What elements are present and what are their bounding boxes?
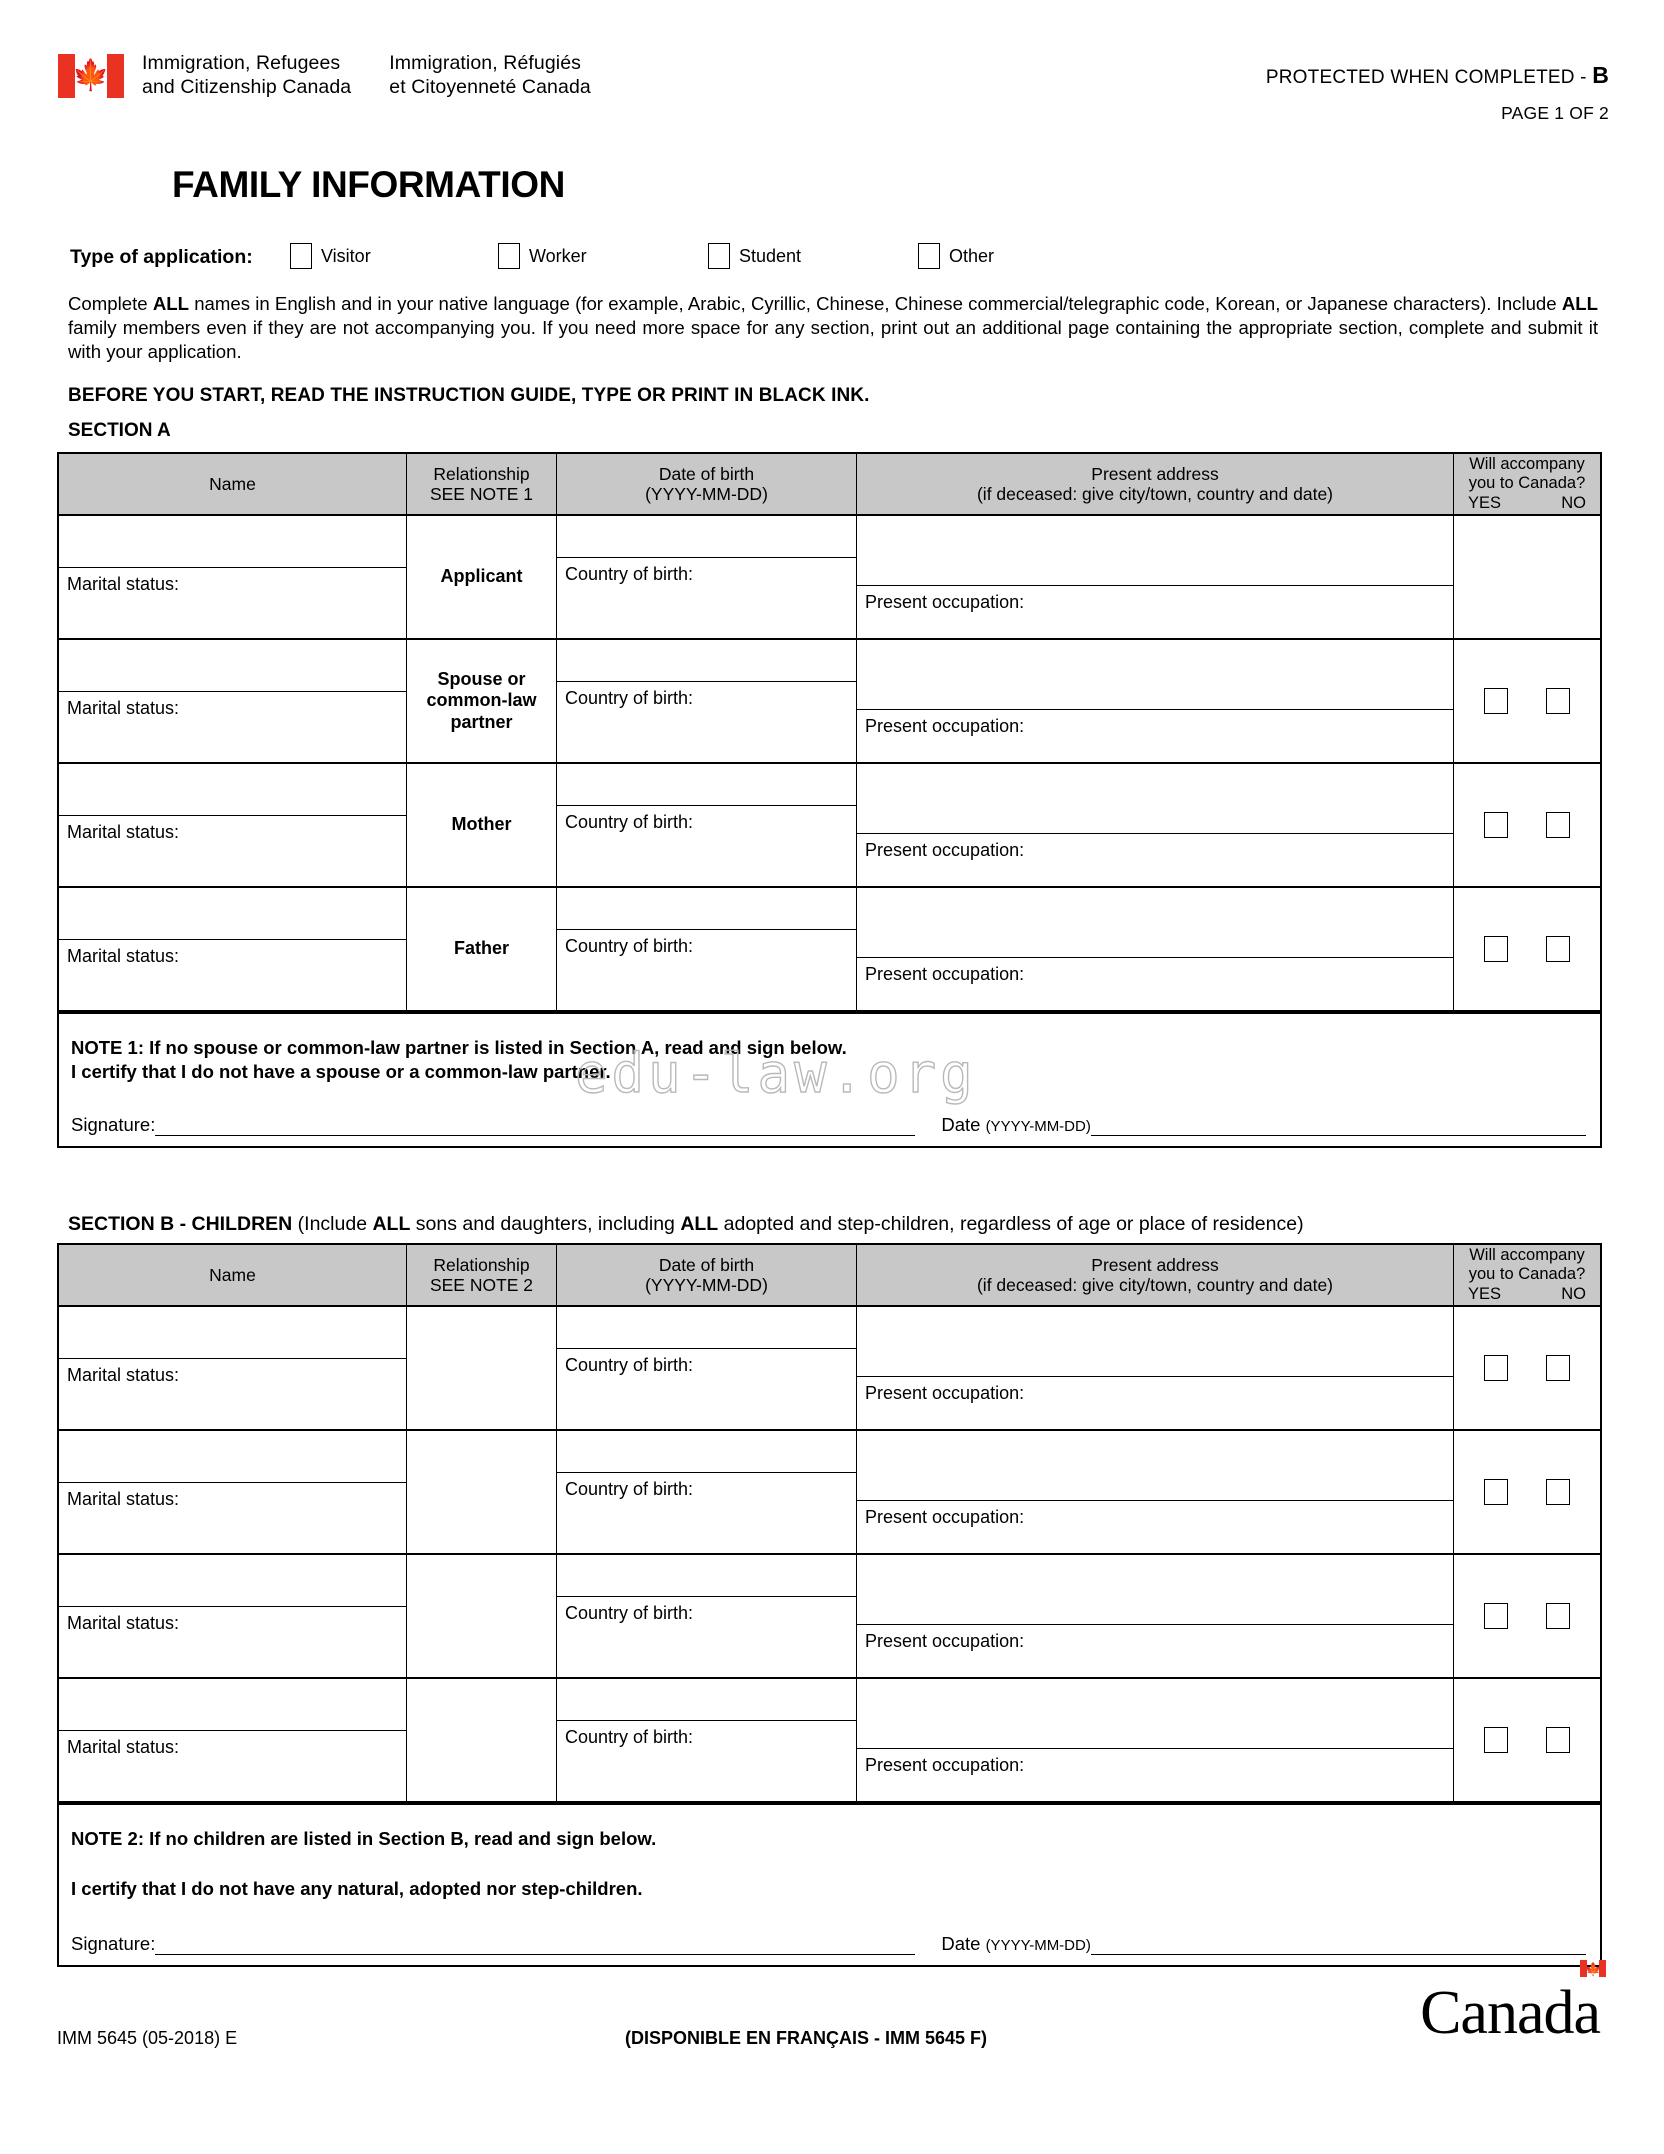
cell-dob[interactable]	[557, 888, 857, 1010]
name-entry-area[interactable]	[59, 1555, 406, 1607]
dob-entry-area[interactable]	[557, 1679, 856, 1721]
department-name-en	[142, 52, 351, 100]
cell-accompany	[1454, 1307, 1600, 1429]
marital-status-field[interactable]: Marital status:	[67, 822, 180, 842]
cell-relationship	[407, 888, 557, 1010]
cell-dob[interactable]	[557, 516, 857, 638]
present-occupation-field[interactable]: Present occupation:	[865, 964, 1025, 984]
col-acc-no: NO	[1561, 1284, 1586, 1303]
cell-relationship[interactable]	[407, 1555, 557, 1677]
cell-name[interactable]	[59, 1307, 407, 1429]
instr-part1: Complete	[68, 293, 153, 314]
signature-label: Signature:	[71, 1933, 156, 1955]
cell-accompany	[1454, 516, 1600, 638]
cell-accompany	[1454, 1555, 1600, 1677]
checkbox-other[interactable]	[918, 243, 940, 269]
present-occupation-field[interactable]: Present occupation:	[865, 1631, 1025, 1651]
col-dob-line2: (YYYY-MM-DD)	[645, 484, 768, 504]
address-entry-area[interactable]	[857, 640, 1453, 710]
checkbox-accompany-no[interactable]	[1546, 812, 1570, 838]
col-rel-line2: SEE NOTE 1	[429, 484, 534, 504]
table-row	[59, 888, 1600, 1012]
cell-relationship[interactable]	[407, 1679, 557, 1801]
col-acc-line2: you to Canada?	[1468, 473, 1586, 492]
dob-entry-area[interactable]	[557, 1307, 856, 1349]
application-type-student[interactable]	[708, 243, 801, 269]
note-2-line2: I certify that I do not have any natural, adopted nor step-children.	[71, 1878, 643, 1900]
cell-name[interactable]	[59, 1431, 407, 1553]
cell-dob[interactable]	[557, 764, 857, 886]
instructions-paragraph	[68, 292, 1598, 365]
col-dob-line1: Date of birth	[658, 463, 755, 484]
cell-dob[interactable]	[557, 1555, 857, 1677]
relationship-label-2: common-law	[426, 690, 537, 711]
checkbox-accompany-no[interactable]	[1546, 1479, 1570, 1505]
department-en-line1: Immigration, Refugees	[142, 52, 341, 74]
relationship-label: Applicant	[440, 566, 523, 587]
table-row	[59, 1679, 1600, 1803]
cell-address[interactable]	[857, 1555, 1454, 1677]
signature-label: Signature:	[71, 1114, 156, 1136]
checkbox-accompany-no[interactable]	[1546, 688, 1570, 714]
col-header-address	[857, 454, 1454, 514]
checkbox-accompany-yes[interactable]	[1484, 1603, 1508, 1629]
country-of-birth-field[interactable]: Country of birth:	[565, 1355, 694, 1375]
application-type-label: Type of application:	[70, 246, 253, 268]
cell-relationship[interactable]	[407, 1431, 557, 1553]
country-of-birth-field[interactable]: Country of birth:	[565, 1727, 694, 1747]
dob-entry-area[interactable]	[557, 764, 856, 806]
cell-accompany	[1454, 764, 1600, 886]
col-acc-no: NO	[1561, 493, 1586, 512]
label-worker: Worker	[529, 245, 587, 266]
relationship-label: Father	[453, 938, 509, 959]
checkbox-student[interactable]	[708, 243, 730, 269]
name-entry-area[interactable]	[59, 1431, 406, 1483]
note-2-block	[59, 1803, 1600, 1965]
section-a-table-header	[59, 454, 1600, 516]
cell-address[interactable]	[857, 1307, 1454, 1429]
page-footer	[0, 1961, 1664, 2120]
date-input[interactable]	[1091, 1935, 1586, 1955]
checkbox-accompany-yes[interactable]	[1484, 1479, 1508, 1505]
date-label: Date (YYYY-MM-DD)	[941, 1114, 1091, 1136]
col-header-name: Name	[59, 1245, 407, 1305]
page-title: FAMILY INFORMATION	[172, 164, 565, 205]
cell-relationship	[407, 516, 557, 638]
application-type-worker[interactable]	[498, 243, 587, 269]
col-header-dob	[557, 454, 857, 514]
note-2-signature-row	[59, 1933, 1600, 1965]
cell-address[interactable]	[857, 1431, 1454, 1553]
dob-entry-area[interactable]	[557, 516, 856, 558]
protected-label: PROTECTED WHEN COMPLETED -	[1265, 67, 1593, 88]
cell-name[interactable]	[59, 1555, 407, 1677]
cell-dob[interactable]	[557, 640, 857, 762]
relationship-label: Mother	[451, 814, 512, 835]
checkbox-accompany-yes[interactable]	[1484, 812, 1508, 838]
application-type-visitor[interactable]	[290, 243, 371, 269]
present-occupation-field[interactable]: Present occupation:	[865, 1383, 1025, 1403]
department-fr-line1: Immigration, Réfugiés	[389, 52, 582, 74]
country-of-birth-field[interactable]: Country of birth:	[565, 1479, 694, 1499]
table-row	[59, 764, 1600, 888]
page-number: PAGE 1 OF 2	[1501, 103, 1609, 123]
note-1-block	[59, 1012, 1600, 1146]
cell-relationship	[407, 640, 557, 762]
dob-entry-area[interactable]	[557, 888, 856, 930]
section-a-heading: SECTION A	[68, 420, 171, 441]
note-1-line2: I certify that I do not have a spouse or a common-law partner.	[71, 1061, 611, 1083]
canada-wordmark	[1420, 1961, 1606, 2047]
signature-input[interactable]	[155, 1935, 915, 1955]
department-en-line2: and Citizenship Canada	[142, 75, 352, 98]
label-other: Other	[949, 245, 995, 266]
name-entry-area[interactable]	[59, 764, 406, 816]
table-row	[59, 640, 1600, 764]
dob-entry-area[interactable]	[557, 640, 856, 682]
marital-status-field[interactable]: Marital status:	[67, 1489, 180, 1509]
cell-accompany	[1454, 888, 1600, 1010]
col-acc-line1: Will accompany	[1469, 1245, 1585, 1264]
country-of-birth-field[interactable]: Country of birth:	[565, 1603, 694, 1623]
cell-name[interactable]	[59, 516, 407, 638]
department-fr-line2: et Citoyenneté Canada	[389, 75, 591, 98]
instr-part3: family members even if they are not accompanying you. If you need more space for any section, print out an additional page containing the appropriate section, complete and submit it with your application.	[68, 317, 1598, 363]
checkbox-accompany-no[interactable]	[1546, 1727, 1570, 1753]
marital-status-field[interactable]: Marital status:	[67, 1365, 180, 1385]
address-entry-area[interactable]	[857, 888, 1453, 958]
instr-bold1: ALL	[152, 293, 189, 314]
col-acc-yes: YES	[1468, 1284, 1502, 1303]
col-header-accompany	[1454, 454, 1600, 514]
date-label: Date (YYYY-MM-DD)	[941, 1933, 1091, 1955]
address-entry-area[interactable]	[857, 516, 1453, 586]
name-entry-area[interactable]	[59, 888, 406, 940]
marital-status-field[interactable]: Marital status:	[67, 1613, 180, 1633]
label-student: Student	[739, 245, 802, 266]
cell-address[interactable]	[857, 888, 1454, 1010]
cell-address[interactable]	[857, 764, 1454, 886]
section-b-table-header	[59, 1245, 1600, 1307]
address-entry-area[interactable]	[857, 1307, 1453, 1377]
present-occupation-field[interactable]: Present occupation:	[865, 1755, 1025, 1775]
french-version-note: (DISPONIBLE EN FRANÇAIS - IMM 5645 F)	[625, 2028, 988, 2048]
name-entry-area[interactable]	[59, 640, 406, 692]
canada-wordmark-text: Canada	[1420, 1979, 1600, 2047]
country-of-birth-field[interactable]: Country of birth:	[565, 564, 694, 584]
marital-status-field[interactable]: Marital status:	[67, 1737, 180, 1757]
dob-entry-area[interactable]	[557, 1431, 856, 1473]
col-header-name: Name	[59, 454, 407, 514]
col-addr-line2: (if deceased: give city/town, country and date)	[976, 1275, 1334, 1295]
section-b-table	[57, 1243, 1602, 1967]
note-1-line1: NOTE 1: If no spouse or common-law partner is listed in Section A, read and sign below.	[71, 1037, 847, 1058]
name-entry-area[interactable]	[59, 1307, 406, 1359]
canada-flag-icon: 🍁	[58, 54, 124, 98]
cell-relationship	[407, 764, 557, 886]
col-header-accompany	[1454, 1245, 1600, 1305]
label-visitor: Visitor	[321, 245, 371, 266]
country-of-birth-field[interactable]: Country of birth:	[565, 812, 694, 832]
col-header-relationship	[407, 454, 557, 514]
cell-address[interactable]	[857, 1679, 1454, 1801]
col-rel-line2: SEE NOTE 2	[429, 1275, 534, 1295]
department-name-fr	[389, 52, 591, 100]
country-of-birth-field[interactable]: Country of birth:	[565, 688, 694, 708]
checkbox-accompany-no[interactable]	[1546, 1603, 1570, 1629]
cell-name[interactable]	[59, 640, 407, 762]
dob-entry-area[interactable]	[557, 1555, 856, 1597]
table-row	[59, 1431, 1600, 1555]
table-row	[59, 1555, 1600, 1679]
department-names	[142, 52, 591, 100]
checkbox-accompany-yes[interactable]	[1484, 688, 1508, 714]
checkbox-worker[interactable]	[498, 243, 520, 269]
cell-dob[interactable]	[557, 1307, 857, 1429]
col-addr-line1: Present address	[1091, 1254, 1219, 1275]
government-wordmark	[58, 52, 591, 100]
instr-bold2: ALL	[1561, 293, 1598, 314]
col-addr-line2: (if deceased: give city/town, country and date)	[976, 484, 1334, 504]
relationship-label-3: partner	[450, 711, 513, 732]
col-header-relationship	[407, 1245, 557, 1305]
cell-accompany	[1454, 1679, 1600, 1801]
cell-relationship[interactable]	[407, 1307, 557, 1429]
marital-status-field[interactable]: Marital status:	[67, 946, 180, 966]
name-entry-area[interactable]	[59, 516, 406, 568]
date-format-hint: (YYYY-MM-DD)	[985, 1937, 1091, 1955]
address-entry-area[interactable]	[857, 1679, 1453, 1749]
name-entry-area[interactable]	[59, 1679, 406, 1731]
cell-name[interactable]	[59, 888, 407, 1010]
cell-accompany	[1454, 640, 1600, 762]
section-a-table	[57, 452, 1602, 1148]
col-header-dob	[557, 1245, 857, 1305]
col-acc-line1: Will accompany	[1469, 454, 1585, 473]
application-type-other[interactable]	[918, 243, 994, 269]
protected-level: B	[1592, 62, 1609, 88]
checkbox-accompany-no[interactable]	[1546, 936, 1570, 962]
page-header	[0, 0, 1664, 150]
checkbox-accompany-no[interactable]	[1546, 1355, 1570, 1381]
col-header-address	[857, 1245, 1454, 1305]
application-type-row	[70, 243, 1120, 273]
signature-input[interactable]	[155, 1116, 915, 1136]
present-occupation-field[interactable]: Present occupation:	[865, 840, 1025, 860]
address-entry-area[interactable]	[857, 764, 1453, 834]
note-2-line1: NOTE 2: If no children are listed in Section B, read and sign below.	[71, 1828, 657, 1849]
relationship-label: Spouse or	[437, 668, 526, 689]
col-acc-yes: YES	[1468, 493, 1502, 512]
instr-part2: names in English and in your native language (for example, Arabic, Cyrillic, Chinese, Chinese commercial/telegraphic code, Korean, or Japanese characters). Include	[188, 293, 1562, 314]
protected-classification	[1266, 62, 1609, 89]
table-row	[59, 516, 1600, 640]
marital-status-field[interactable]: Marital status:	[67, 698, 180, 718]
cell-address[interactable]	[857, 516, 1454, 638]
present-occupation-field[interactable]: Present occupation:	[865, 1507, 1025, 1527]
section-b-heading: SECTION B - CHILDREN (Include ALL sons and daughters, including ALL adopted and step-children, regardless of age or place of residence)	[68, 1213, 1304, 1235]
country-of-birth-field[interactable]: Country of birth:	[565, 936, 694, 956]
address-entry-area[interactable]	[857, 1555, 1453, 1625]
col-dob-line2: (YYYY-MM-DD)	[645, 1275, 768, 1295]
note-1-signature-row	[59, 1114, 1600, 1146]
marital-status-field[interactable]: Marital status:	[67, 574, 180, 594]
address-entry-area[interactable]	[857, 1431, 1453, 1501]
checkbox-accompany-yes[interactable]	[1484, 936, 1508, 962]
before-you-start-notice: BEFORE YOU START, READ THE INSTRUCTION GUIDE, TYPE OR PRINT IN BLACK INK.	[68, 385, 870, 406]
col-dob-line1: Date of birth	[658, 1254, 755, 1275]
date-input[interactable]	[1091, 1116, 1586, 1136]
col-rel-line1: Relationship	[433, 463, 530, 484]
cell-name[interactable]	[59, 1679, 407, 1801]
section-b-title: SECTION B - CHILDREN	[68, 1213, 293, 1235]
cell-name[interactable]	[59, 764, 407, 886]
col-addr-line1: Present address	[1091, 463, 1219, 484]
cell-dob[interactable]	[557, 1679, 857, 1801]
present-occupation-field[interactable]: Present occupation:	[865, 592, 1025, 612]
col-rel-line1: Relationship	[433, 1254, 530, 1275]
table-row	[59, 1307, 1600, 1431]
cell-address[interactable]	[857, 640, 1454, 762]
checkbox-accompany-yes[interactable]	[1484, 1727, 1508, 1753]
col-acc-line2: you to Canada?	[1468, 1264, 1586, 1283]
checkbox-visitor[interactable]	[290, 243, 312, 269]
form-number: IMM 5645 (05-2018) E	[57, 2028, 238, 2048]
cell-dob[interactable]	[557, 1431, 857, 1553]
date-format-hint: (YYYY-MM-DD)	[985, 1118, 1091, 1136]
canada-flag-icon-small: 🍁	[1580, 1960, 1606, 1977]
present-occupation-field[interactable]: Present occupation:	[865, 716, 1025, 736]
cell-accompany	[1454, 1431, 1600, 1553]
checkbox-accompany-yes[interactable]	[1484, 1355, 1508, 1381]
